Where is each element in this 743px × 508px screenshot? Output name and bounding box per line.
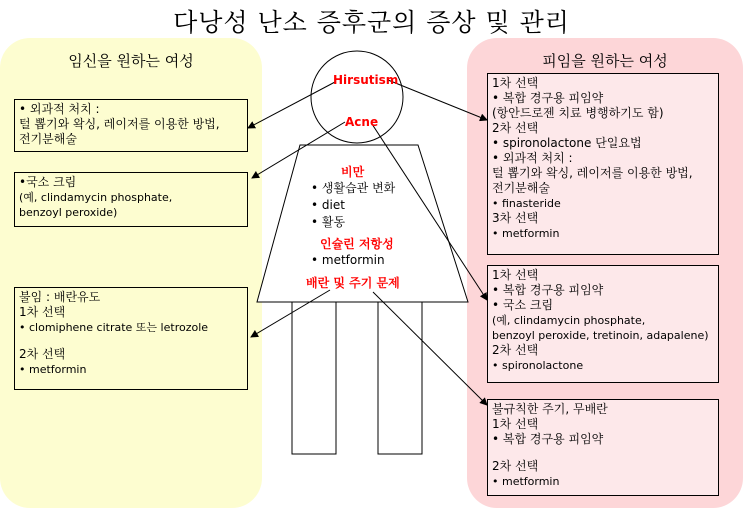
left-panel-heading: 임신을 원하는 여성 [68,52,194,70]
left-ovulation-box [14,287,248,390]
obesity-items [311,181,395,230]
box-line: benzoyl peroxide, tretinoin, adapalene) [492,329,709,342]
left-acne-box [14,172,248,227]
obesity-item: • 생활습관 변화 [311,181,396,195]
box-line: • metformin [492,475,560,488]
obesity-label: 비만 [341,165,365,179]
ovulation-label: 배란 및 주기 문제 [306,276,400,290]
box-line: • 국소 크림 [492,298,554,312]
box-line: • finasteride [492,197,561,210]
box-line: 2차 선택 [492,459,539,473]
insulin-items [311,253,385,268]
box-line: (예, clindamycin phosphate, [492,314,646,327]
box-line: • metformin [19,363,87,376]
box-line: benzoyl peroxide) [19,206,118,219]
insulin-resistance-label: 인슐린 저항성 [320,237,394,251]
box-line: • 복합 경구용 피임약 [492,91,604,105]
hirsutism-label: Hirsutism [333,73,399,87]
right-acne-box [487,265,719,383]
box-line: 털 뽑기와 왁싱, 레이저를 이용한 방법, [19,117,220,131]
box-line: • 복합 경구용 피임약 [492,432,604,446]
figure-right-leg [378,302,422,454]
box-line: (예, clindamycin phosphate, [19,191,173,204]
box-line: 1차 선택 [19,305,66,319]
box-line: • spironolactone 단일요법 [492,136,642,150]
obesity-item: • diet [311,198,345,212]
insulin-item: • metformin [311,253,385,267]
obesity-item: • 활동 [311,215,346,229]
box-line: • 외과적 처치 : [492,151,573,165]
box-line: 1차 선택 [492,268,539,282]
acne-label: Acne [345,115,379,129]
box-line: 불임 : 배란유도 [19,290,101,304]
box-line: (항안드로젠 치료 병행하기도 함) [492,106,664,120]
right-hirsutism-box [487,73,719,255]
box-line: 1차 선택 [492,417,539,431]
box-line: 2차 선택 [492,121,539,135]
box-line: • 외과적 처치 : [19,102,100,116]
box-line: •국소 크림 [19,175,77,189]
box-line: 불규칙한 주기, 무배란 [492,402,608,416]
page-title: 다낭성 난소 증후군의 증상 및 관리 [173,8,570,37]
figure-head [311,51,403,143]
right-ovulation-box [487,399,719,496]
box-line: 2차 선택 [492,343,539,357]
box-line: 털 뽑기와 왁싱, 레이저를 이용한 방법, [492,166,693,180]
box-line: 전기분해술 [19,132,77,146]
box-line: • 복합 경구용 피임약 [492,283,604,297]
box-line: • metformin [492,227,560,240]
right-panel-heading: 피임을 원하는 여성 [542,52,668,70]
box-line: 전기분해술 [492,181,550,195]
left-hirsutism-box [14,99,248,152]
box-line: 3차 선택 [492,211,539,225]
box-line: 1차 선택 [492,76,539,90]
box-line: • clomiphene citrate 또는 letrozole [19,321,209,334]
box-line: 2차 선택 [19,347,66,361]
figure-left-leg [292,302,336,454]
box-line: • spironolactone [492,359,584,372]
